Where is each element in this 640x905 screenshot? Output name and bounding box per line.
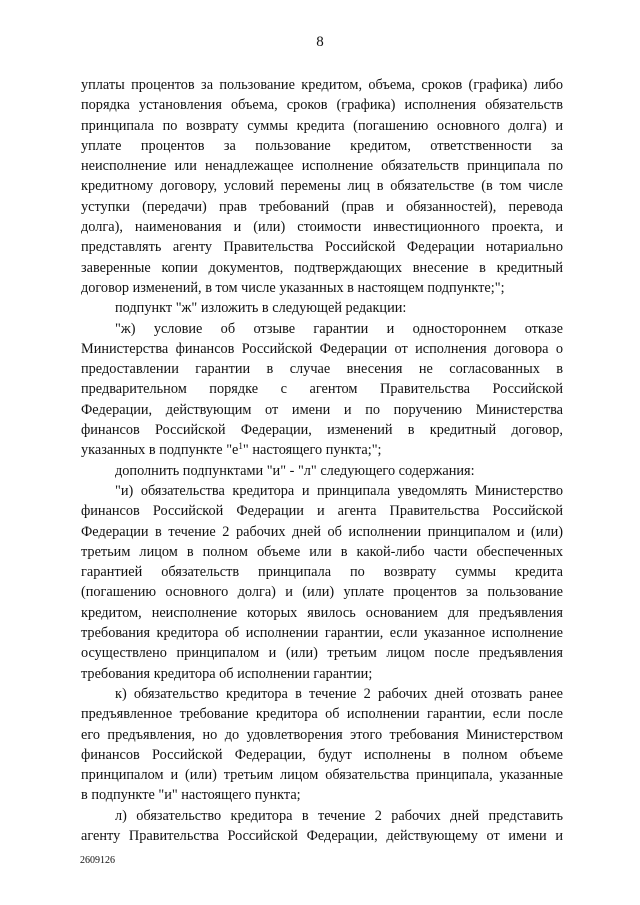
text-line-content: долга), наименования и (или) стоимости инвестиционного проекта, и xyxy=(81,219,563,236)
text-line xyxy=(81,420,563,440)
text-line-content: финансов Российской Федерации и агента Правительства Российской xyxy=(81,503,563,520)
text-line xyxy=(81,400,563,420)
text-line-content: в подпункте "и" настоящего пункта; xyxy=(81,787,301,804)
text-line-content: уплаты процентов за пользование кредитом, объема, сроков (графика) либо xyxy=(81,77,563,93)
text-line xyxy=(81,176,563,196)
text-line xyxy=(81,582,563,602)
text-line xyxy=(81,664,563,684)
text-line xyxy=(81,440,563,460)
text-line-content: договор изменений, в том числе указанных в настоящем подпункте;"; xyxy=(81,279,505,296)
text-line xyxy=(81,278,563,298)
text-line-content: третьим лицом в полном объеме или в какой-либо части обеспеченных xyxy=(81,543,563,560)
text-line xyxy=(81,237,563,257)
text-line xyxy=(81,197,563,217)
text-line-content: подпункт "ж" изложить в следующей редакции: xyxy=(115,300,407,317)
text-line-content: Федерации в течение 2 рабочих дней об исполнении принципалом и (или) xyxy=(81,523,563,540)
text-line-content: (погашению основного долга) и (или) уплате процентов за пользование xyxy=(81,584,563,601)
text-line-content: осуществлено принципалом и (или) третьим лицом после предъявления xyxy=(81,645,563,662)
text-line-content: уступки (передачи) прав требований (прав и обязанностей), перевода xyxy=(81,198,563,215)
text-line xyxy=(81,725,563,745)
text-line-content: Федерации, действующим от имени и по поручению Министерства xyxy=(81,401,563,418)
text-line xyxy=(81,785,563,805)
text-line-content: порядка установления объема, сроков (графика) исполнения обязательств xyxy=(81,97,563,114)
text-line xyxy=(81,806,563,826)
text-line-content: принципалом и (или) третьим лицом обязательства принципала, указанные xyxy=(81,767,563,784)
text-line xyxy=(81,258,563,278)
text-line xyxy=(81,481,563,501)
text-line-content: кредитному договору, условий перемены лиц в обязательстве (в том числе xyxy=(81,178,563,195)
text-line-content: требования кредитора об исполнении гарантии, если указанное исполнение xyxy=(81,625,563,642)
text-line-content: финансов Российской Федерации, будут исполнены в полном объеме xyxy=(81,746,563,763)
text-line xyxy=(81,95,563,115)
text-line-content: Министерства финансов Российской Федерации от исполнения договора о xyxy=(81,340,563,357)
text-line xyxy=(81,704,563,724)
text-line xyxy=(81,156,563,176)
text-line xyxy=(81,339,563,359)
text-line-content: кредитом, неисполнение которых явилось основанием для предъявления xyxy=(81,604,563,621)
text-line-content: требования кредитора об исполнении гарантии; xyxy=(81,665,373,682)
text-line xyxy=(81,765,563,785)
document-body xyxy=(81,75,563,846)
text-line xyxy=(81,298,563,318)
text-line-content: уплате процентов за пользование кредитом, ответственности за xyxy=(81,137,563,154)
text-line xyxy=(81,501,563,521)
text-line-content: л) обязательство кредитора в течение 2 рабочих дней представить xyxy=(115,807,563,824)
text-line xyxy=(81,684,563,704)
text-line xyxy=(81,359,563,379)
text-line xyxy=(81,643,563,663)
text-line xyxy=(81,75,563,95)
text-line xyxy=(81,461,563,481)
text-line-content: неисполнение или ненадлежащее исполнение обязательств принципала по xyxy=(81,158,563,175)
text-line xyxy=(81,603,563,623)
text-line-content: заверенные копии документов, подтверждающих внесение в кредитный xyxy=(81,259,563,276)
page-number: 8 xyxy=(316,34,324,50)
superscript: 1 xyxy=(238,441,243,452)
text-line-content: гарантией обязательств принципала по возврату суммы кредита xyxy=(81,564,563,581)
text-line-content: финансов Российской Федерации, изменений в кредитный договор, xyxy=(81,422,563,439)
text-line-content: дополнить подпунктами "и" - "л" следующего содержания: xyxy=(115,462,475,479)
text-line-content: "ж) условие об отзыве гарантии и одностороннем отказе xyxy=(115,320,563,337)
text-line-content: агенту Правительства Российской Федерации, действующему от имени и xyxy=(81,827,563,844)
text-line xyxy=(81,136,563,156)
text-line-content: "и) обязательства кредитора и принципала уведомлять Министерство xyxy=(115,482,563,499)
text-line-content: представлять агенту Правительства Российской Федерации нотариально xyxy=(81,239,563,256)
text-line xyxy=(81,217,563,237)
text-line xyxy=(81,379,563,399)
text-line xyxy=(81,319,563,339)
text-line-content: предъявленное требование кредитора об исполнении гарантии, если после xyxy=(81,706,563,723)
text-line-content: принципала по возврату суммы кредита (погашению основного долга) и xyxy=(81,117,563,134)
text-line xyxy=(81,522,563,542)
text-line-content: его предъявления, но до удовлетворения этого требования Министерством xyxy=(81,726,563,743)
text-line xyxy=(81,745,563,765)
text-line xyxy=(81,826,563,846)
text-line-content: предоставлении гарантии в случае внесения не согласованных в xyxy=(81,361,563,378)
text-line xyxy=(81,562,563,582)
text-line-content: предварительном порядке с агентом Правительства Российской xyxy=(81,381,563,398)
document-id: 2609126 xyxy=(80,855,115,866)
text-line-continuation: " настоящего пункта;"; xyxy=(242,442,382,459)
text-line xyxy=(81,116,563,136)
text-line-content: указанных в подпункте "е xyxy=(81,442,239,459)
text-line xyxy=(81,542,563,562)
text-line-content: к) обязательство кредитора в течение 2 рабочих дней отозвать ранее xyxy=(115,685,563,702)
text-line xyxy=(81,623,563,643)
